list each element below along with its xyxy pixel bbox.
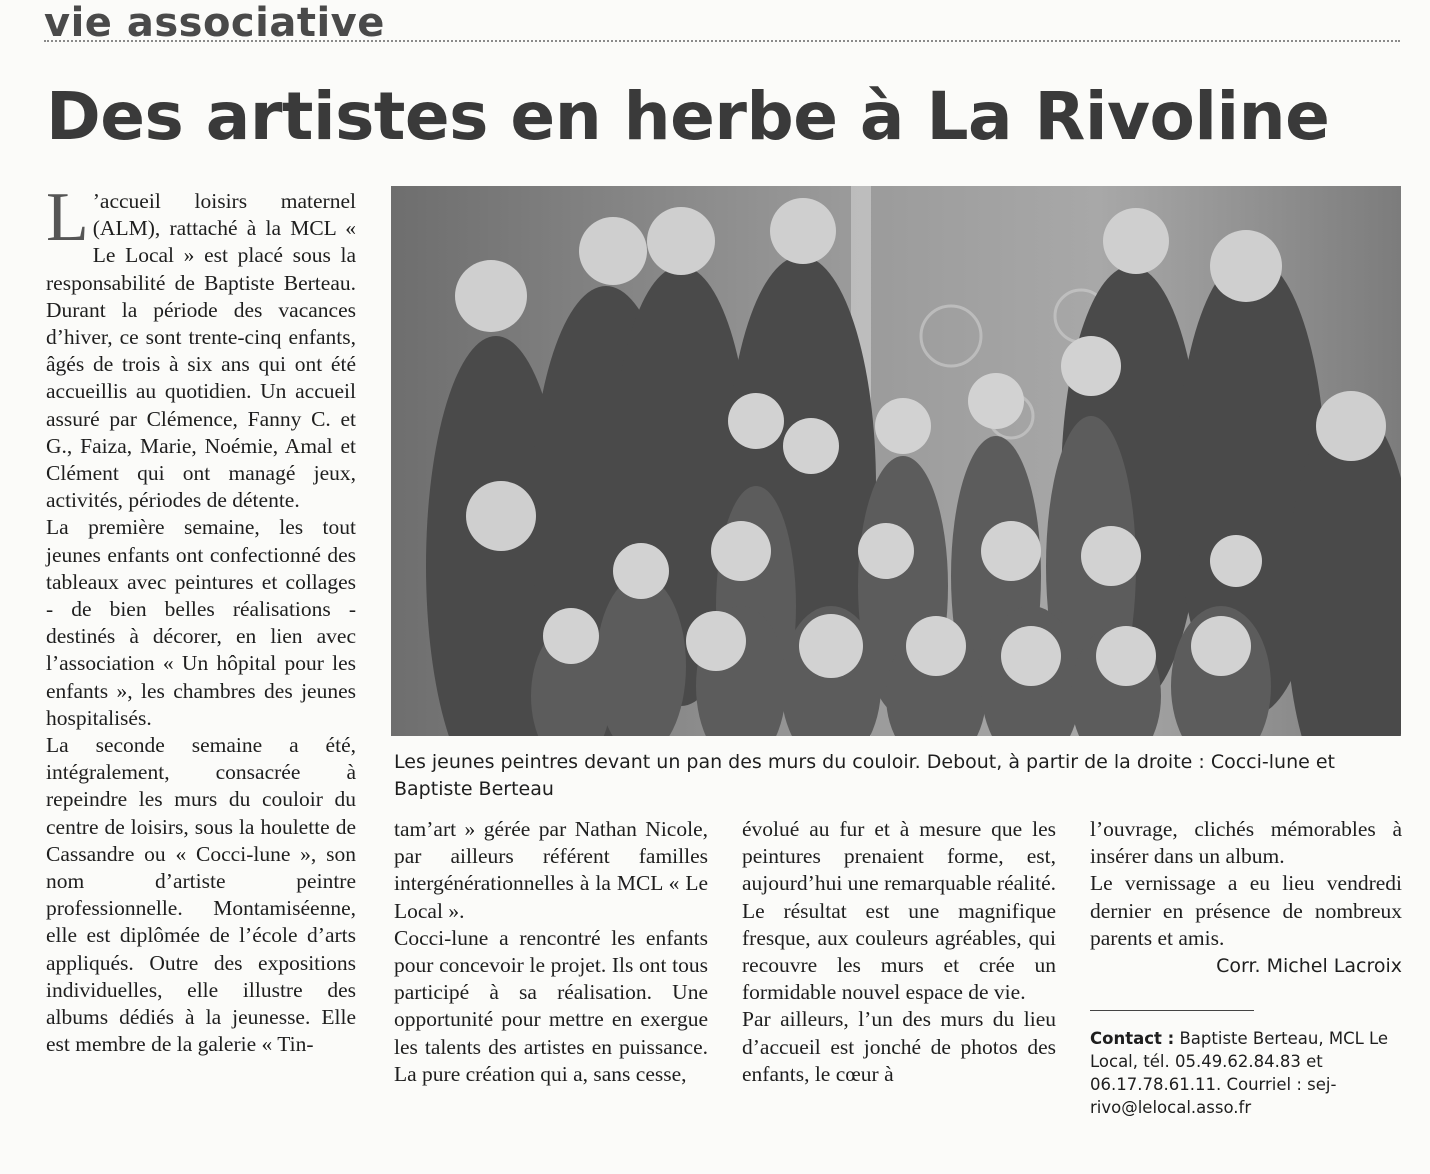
contact-text: Baptiste Berteau, MCL Le Local, tél. 05.49.62.84.83 et 06.17.78.61.11. Courriel : sej-rivo@lelocal.asso.fr: [1090, 1029, 1389, 1117]
article-column-3: [742, 816, 1056, 1088]
article-column-1: [46, 179, 356, 1059]
article-paragraph: Cocci-lune a rencontré les enfants pour concevoir le projet. Ils ont tous participé à sa réalisation. Une opportunité pour mettre en exergue les talents des artistes en puissance. La pure création qui a, sans cesse,: [394, 925, 708, 1086]
article-column-2: [394, 816, 708, 1088]
section-rule: [44, 40, 1400, 42]
contact-divider: [1090, 1010, 1254, 1011]
contact-label: Contact :: [1090, 1029, 1175, 1048]
article-paragraph: l’ouvrage, clichés mémorables à insérer dans un album.: [1090, 817, 1402, 869]
author-signature: Corr. Michel Lacroix: [1216, 955, 1402, 978]
contact-box: [1090, 1027, 1402, 1119]
drop-cap: L: [46, 179, 89, 256]
article-paragraph: Par ailleurs, l’un des murs du lieu d’accueil est jonché de photos des enfants, le cœur à: [742, 1007, 1056, 1086]
section-label: vie associative: [44, 0, 385, 46]
group-photo: [391, 186, 1401, 736]
headline: Des artistes en herbe à La Rivoline: [46, 78, 1330, 155]
article-paragraph: La première semaine, les tout jeunes enfants ont confectionné des tableaux avec peintures et collages - de bien belles réalisations - destinés à décorer, en lien avec l’association « Un hôpital pour les enfants », les chambres des jeunes hospitalisés.: [46, 515, 356, 730]
paragraph-text: ’accueil loisirs maternel (ALM), rattaché à la MCL « Le Local » est placé sous la responsabilité de Baptiste Berteau. Durant la période des vacances d’hiver, ce sont trente-cinq enfants, âgés de trois à six ans qui ont été accueillis au quotidien. Un accueil assuré par Clémence, Fanny C. et G., Faiza, Marie, Noémie, Amal et Clément qui ont managé jeux, activités, périodes de détente.: [46, 189, 356, 513]
photo-caption: Les jeunes peintres devant un pan des murs du couloir. Debout, à partir de la droite : Cocci-lune et Baptiste Berteau: [394, 751, 1335, 800]
article-paragraph: Le vernissage a eu lieu vendredi dernier en présence de nombreux parents et amis.: [1090, 871, 1402, 950]
article-paragraph: tam’art » gérée par Nathan Nicole, par ailleurs référent familles intergénérationnelles à la MCL « Le Local ».: [394, 817, 708, 923]
article-paragraph: évolué au fur et à mesure que les peintures prenaient forme, est, aujourd’hui une remarquable réalité. Le résultat est une magnifique fresque, aux couleurs agréables, qui recouvre les murs et crée un formidable nouvel espace de vie.: [742, 817, 1056, 1005]
article-paragraph: [46, 179, 356, 514]
article-paragraph: La seconde semaine a été, intégralement, consacrée à repeindre les murs du couloir du centre de loisirs, sous la houlette de Cassandre ou « Cocci-lune », son nom d’artiste peintre professionnelle. Montamiséenne, elle est diplômée de l’école d’arts appliqués. Outre des expositions individuelles, elle illustre des albums dédiés à la jeunesse. Elle est membre de la galerie « Tin-: [46, 733, 356, 1057]
article-column-4: [1090, 816, 1402, 980]
